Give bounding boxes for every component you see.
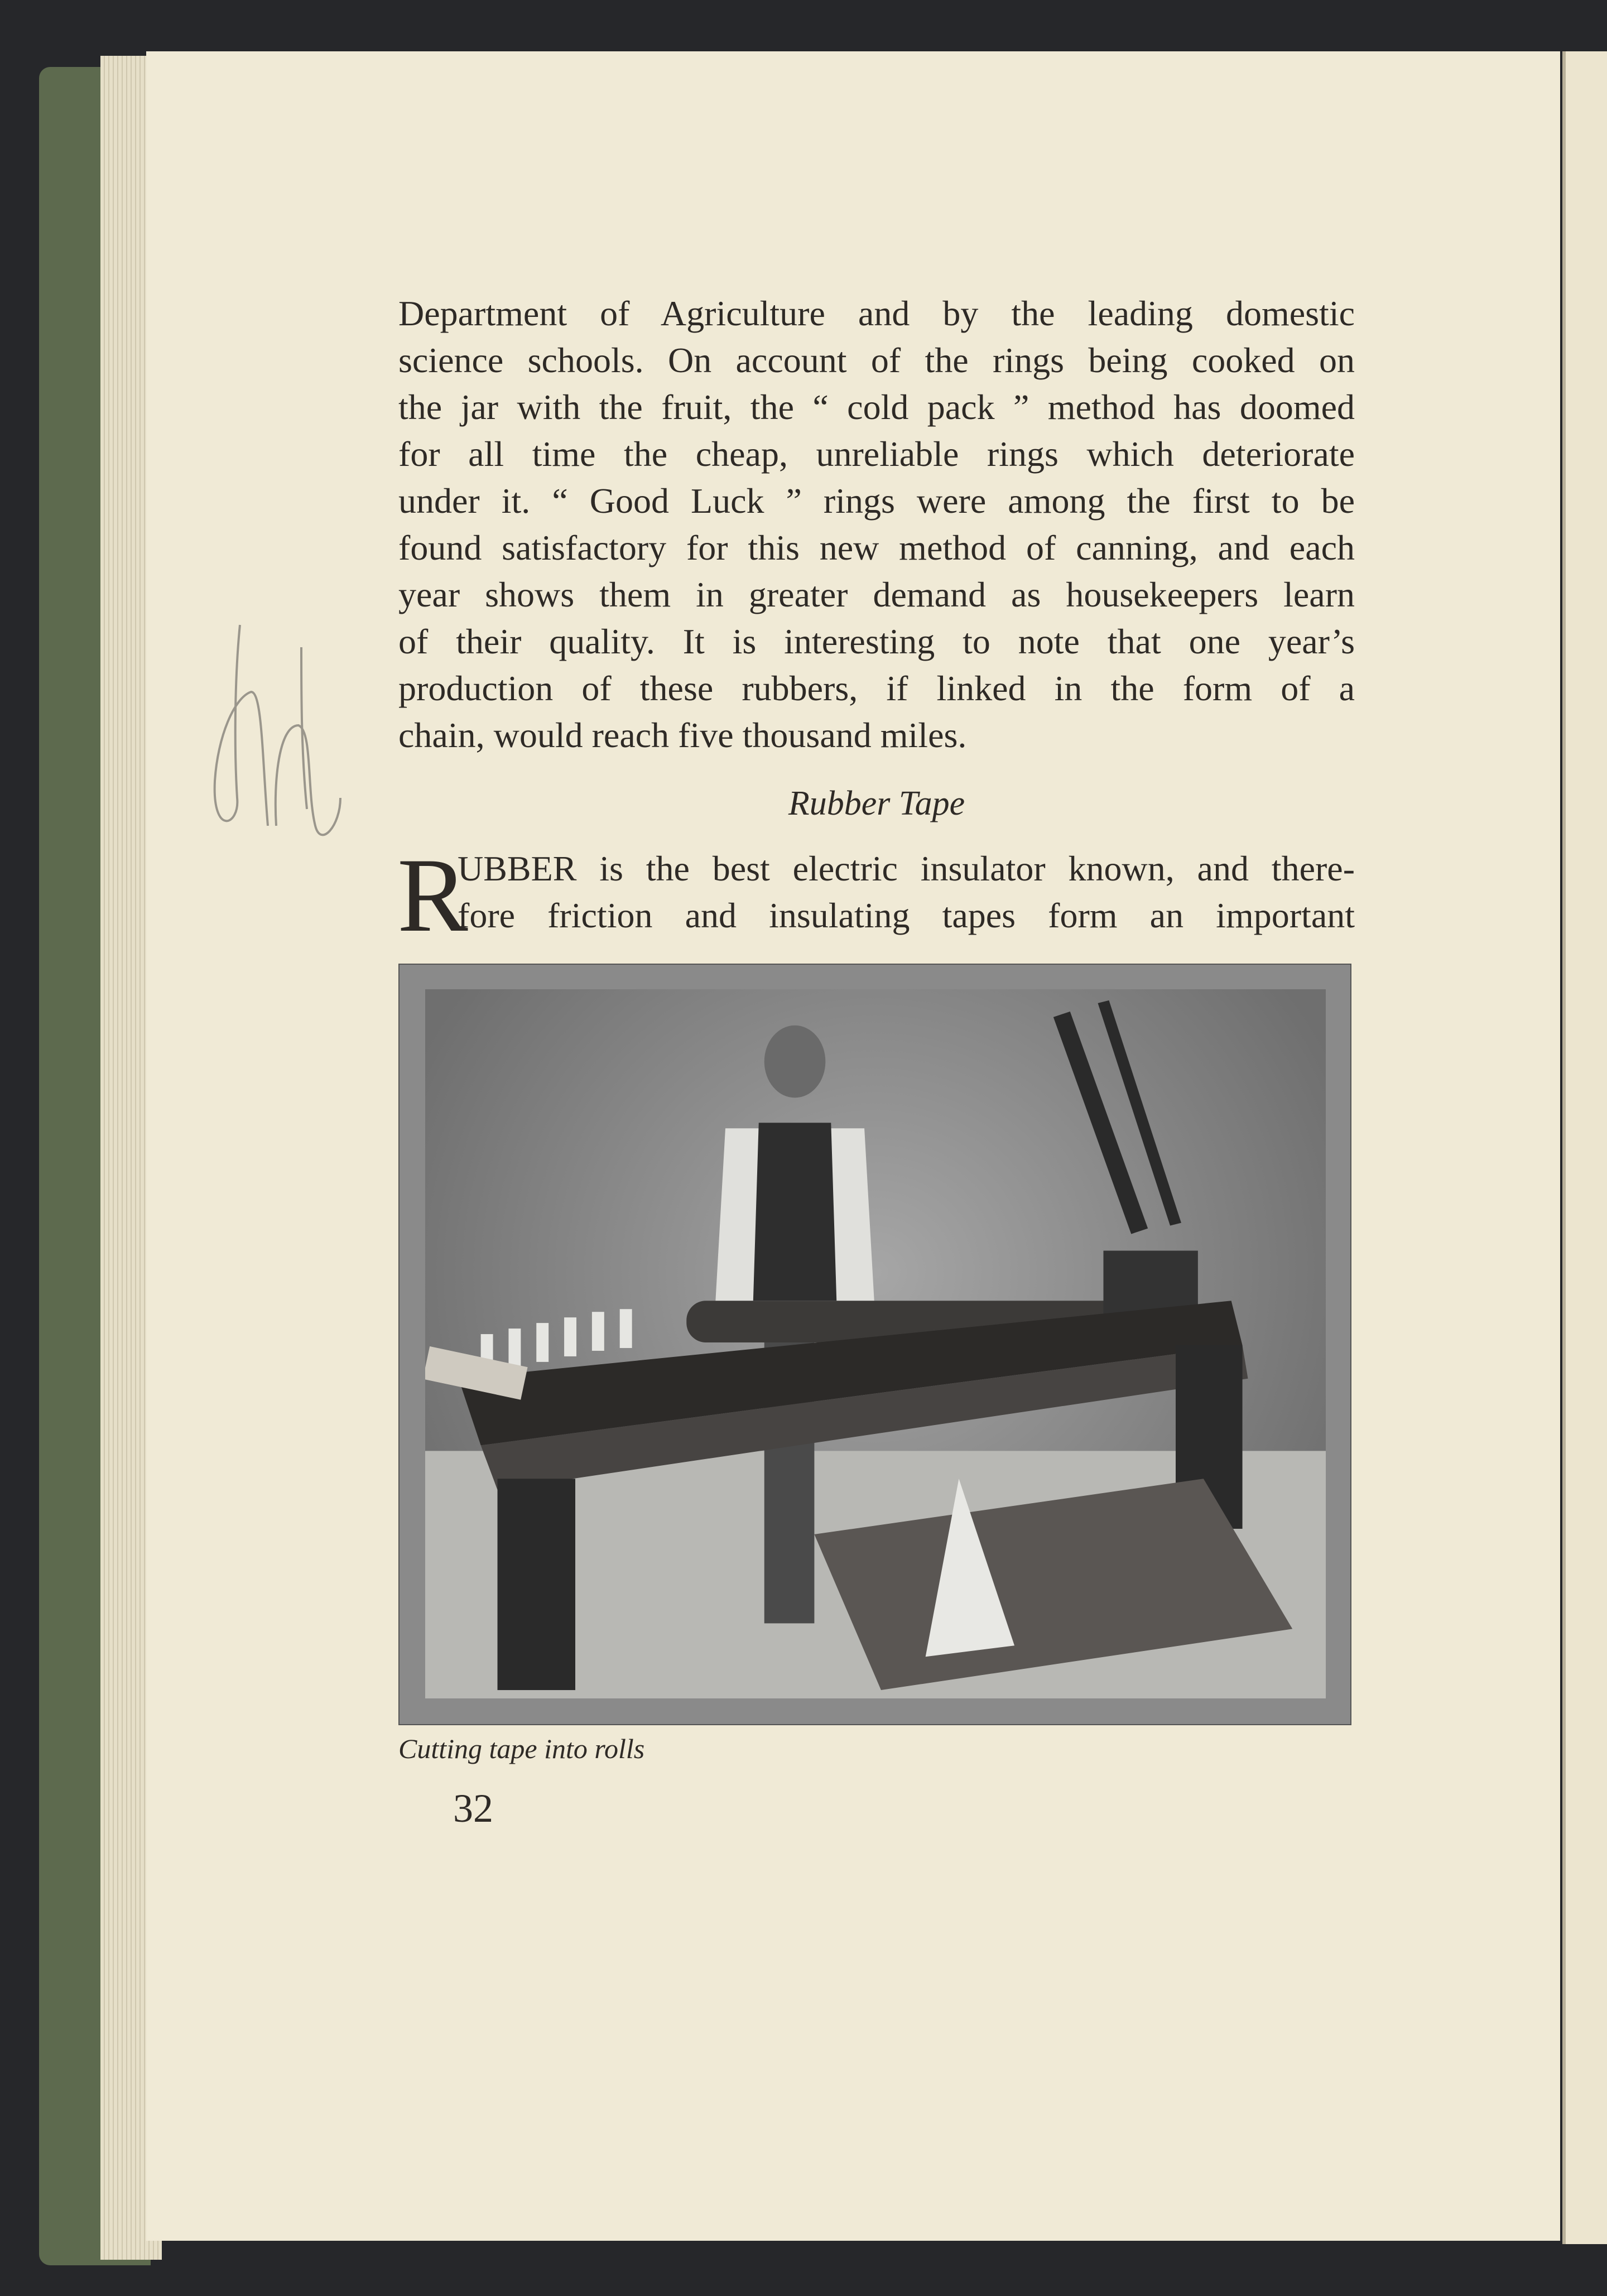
text-line: for all time the cheap, unreliable rings which deteriorate (398, 434, 1355, 474)
section-heading: Rubber Tape (788, 784, 965, 822)
text-line: year shows them in greater demand as housekeepers learn (398, 575, 1355, 614)
text-line: under it. “ Good Luck ” rings were among the first to be (398, 481, 1355, 521)
drop-cap: R (397, 837, 468, 954)
facing-page-edge (1562, 51, 1607, 2244)
pencil-mark-icon (201, 614, 352, 848)
text-line: production of these rubbers, if linked in the form of a (398, 668, 1355, 708)
page-number: 32 (453, 1786, 493, 1831)
text-line: UBBER is the best electric insulator known, and there- (458, 849, 1355, 888)
photo-image (425, 989, 1326, 1698)
text-line: the jar with the fruit, the “ cold pack ” method has doomed (398, 387, 1355, 427)
text-line: fore friction and insulating tapes form an important (458, 896, 1355, 935)
machine-photo-icon (425, 989, 1326, 1698)
photograph (398, 964, 1351, 1725)
text-line: found satisfactory for this new method of canning, and each (398, 528, 1355, 567)
paragraph-2 (458, 845, 1355, 939)
paragraph-1 (398, 290, 1355, 759)
text-line: chain, would reach five thousand miles. (398, 715, 967, 755)
text-line: of their quality. It is interesting to note that one year’s (398, 622, 1355, 661)
photo-caption: Cutting tape into rolls (398, 1733, 645, 1764)
text-line: science schools. On account of the rings being cooked on (398, 340, 1355, 380)
text-line: Department of Agriculture and by the leading domestic (398, 293, 1355, 333)
